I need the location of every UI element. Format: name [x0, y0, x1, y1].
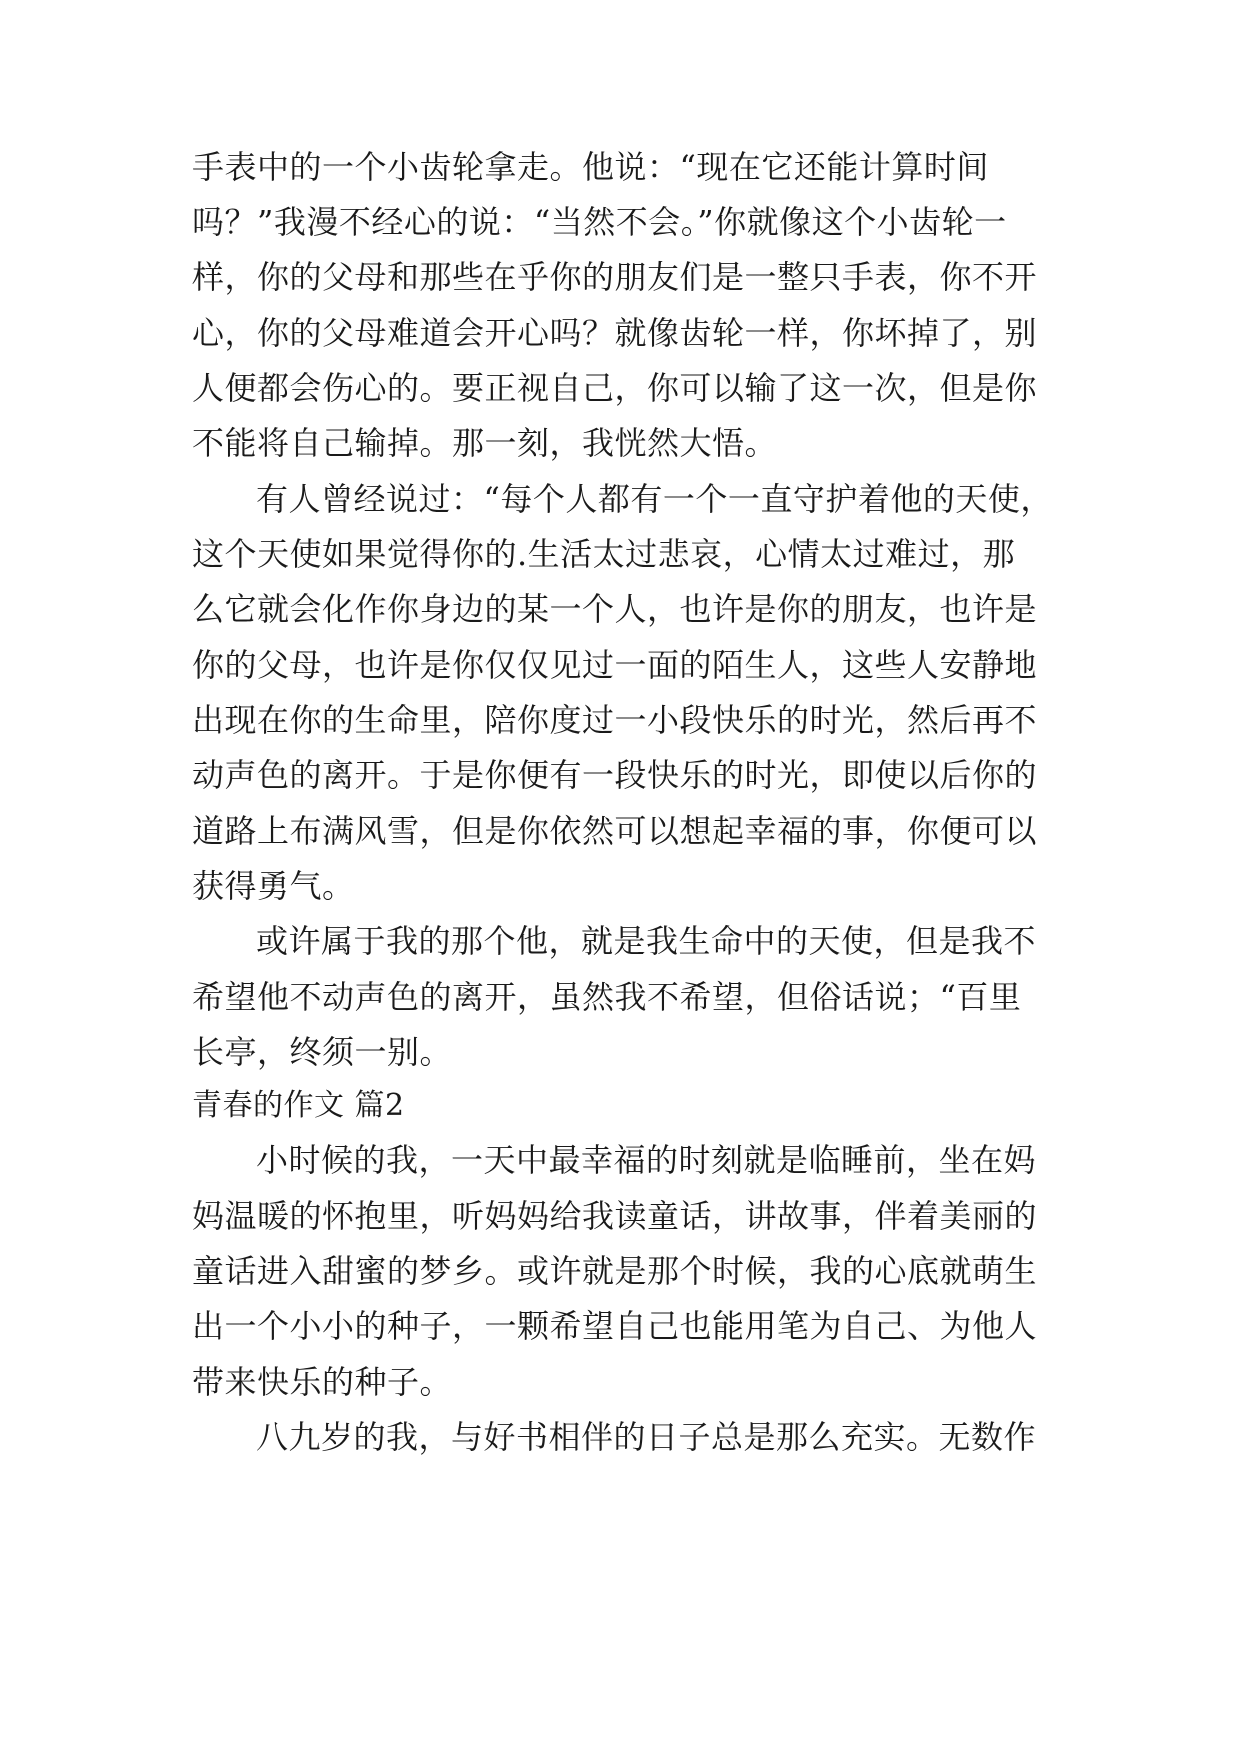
text-line: 长亭，终须一别。	[192, 1033, 453, 1071]
text-line: 动声色的离开。于是你便有一段快乐的时光，即使以后你的	[192, 756, 1038, 794]
text-line: 八九岁的我，与好书相伴的日子总是那么充实。无数作	[256, 1418, 1037, 1456]
text-line: 人便都会伤心的。要正视自己，你可以输了这一次，但是你	[192, 369, 1038, 407]
text-line: 手表中的一个小齿轮拿走。他说：“现在它还能计算时间	[192, 148, 989, 186]
text-line: 妈温暖的怀抱里，听妈妈给我读童话，讲故事，伴着美丽的	[192, 1197, 1038, 1235]
text-line: 心，你的父母难道会开心吗？就像齿轮一样，你坏掉了，别	[192, 314, 1038, 352]
text-line: 样，你的父母和那些在乎你的朋友们是一整只手表，你不开	[192, 258, 1038, 296]
text-line: 这个天使如果觉得你的.生活太过悲哀，心情太过难过，那	[192, 535, 1016, 573]
text-line: 童话进入甜蜜的梦乡。或许就是那个时候，我的心底就萌生	[192, 1252, 1038, 1290]
text-line: 你的父母，也许是你仅仅见过一面的陌生人，这些人安静地	[192, 646, 1038, 684]
section-heading: 青春的作文 篇2	[192, 1088, 405, 1123]
text-line: 带来快乐的种子。	[192, 1363, 453, 1401]
text-line: 出一个小小的种子，一颗希望自己也能用笔为自己、为他人	[192, 1307, 1038, 1345]
text-line: 获得勇气。	[192, 867, 355, 905]
text-line: 道路上布满风雪，但是你依然可以想起幸福的事，你便可以	[192, 812, 1038, 850]
text-line: 希望他不动声色的离开，虽然我不希望，但俗话说；“百里	[192, 978, 1022, 1016]
text-line: 么它就会化作你身边的某一个人，也许是你的朋友，也许是	[192, 590, 1038, 628]
text-line: 吗？”我漫不经心的说：“当然不会。”你就像这个小齿轮一	[192, 203, 1007, 241]
text-line: 或许属于我的那个他，就是我生命中的天使，但是我不	[256, 922, 1037, 960]
text-line: 小时候的我，一天中最幸福的时刻就是临睡前，坐在妈	[256, 1141, 1037, 1179]
text-line: 有人曾经说过：“每个人都有一个一直守护着他的天使，	[256, 480, 1053, 518]
text-line: 出现在你的生命里，陪你度过一小段快乐的时光，然后再不	[192, 701, 1038, 739]
text-line: 不能将自己输掉。那一刻，我恍然大悟。	[192, 424, 778, 462]
